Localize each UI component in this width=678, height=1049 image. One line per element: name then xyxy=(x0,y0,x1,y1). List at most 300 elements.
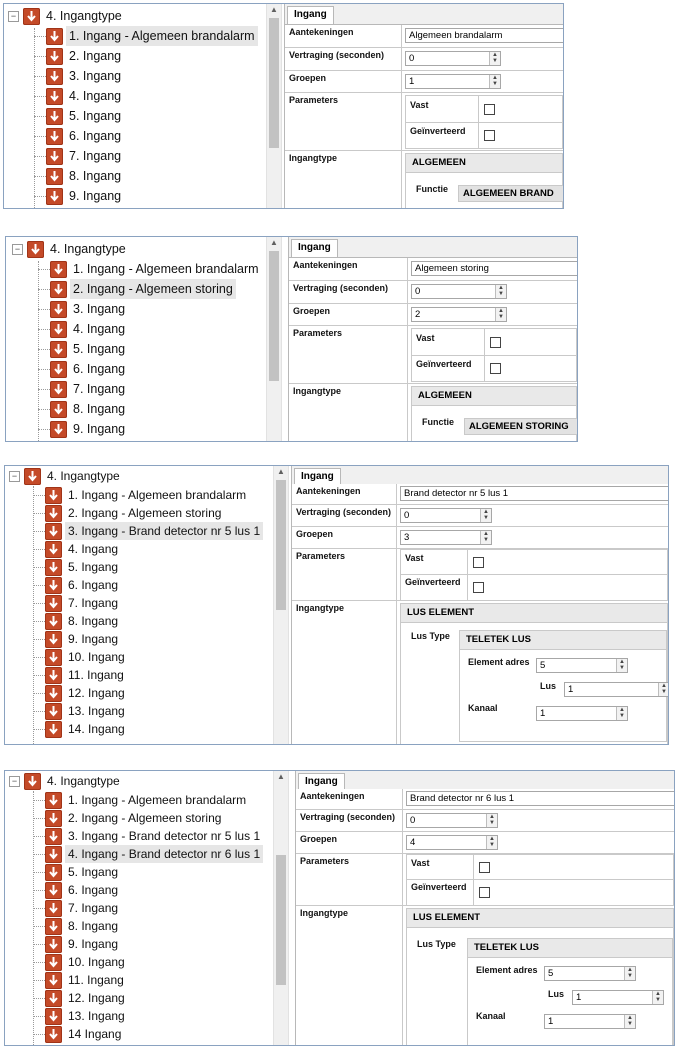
groepen-stepper[interactable] xyxy=(406,835,498,850)
tree-item[interactable] xyxy=(33,576,121,594)
input-type-icon xyxy=(27,241,44,258)
groepen-value: 2 xyxy=(415,309,421,320)
row-aantekeningen xyxy=(296,789,674,810)
tree-item[interactable] xyxy=(38,359,128,379)
tree-item-label: 5. Ingang xyxy=(68,865,119,879)
tree-item[interactable] xyxy=(33,702,128,720)
input-icon xyxy=(45,541,62,558)
tree-item-label: 10. Ingang xyxy=(68,650,125,664)
tree-item-label: 7. Ingang xyxy=(69,149,122,163)
tree-item-label: 10. Ingang xyxy=(68,955,125,969)
tree-item[interactable] xyxy=(33,594,121,612)
input-icon xyxy=(45,972,62,989)
vast-checkbox[interactable] xyxy=(484,104,495,115)
tree-item-label: 2. Ingang - Algemeen storing xyxy=(70,279,236,299)
tree-item[interactable] xyxy=(33,917,121,935)
ingangtype-group xyxy=(406,908,674,1045)
ingangtype-header: LUS ELEMENT xyxy=(401,604,667,623)
spin-arrows-icon[interactable]: ▲ ▼ xyxy=(486,814,497,827)
tree-item-label: 8. Ingang xyxy=(73,402,126,416)
screenshot-panel-1 xyxy=(3,3,564,209)
property-grid xyxy=(295,771,674,1045)
vast-checkbox[interactable] xyxy=(490,337,501,348)
tree-scrollbar[interactable] xyxy=(266,4,282,208)
input-icon xyxy=(45,918,62,935)
input-icon xyxy=(50,341,67,358)
geinverteerd-checkbox[interactable] xyxy=(490,363,501,374)
input-icon xyxy=(45,631,62,648)
input-icon xyxy=(46,108,63,125)
spin-arrows-icon[interactable]: ▲ ▼ xyxy=(652,991,663,1004)
tree-item[interactable] xyxy=(38,319,128,339)
vertraging-label: Vertraging (seconden) xyxy=(289,50,385,60)
tree-item-label: 8. Ingang xyxy=(68,614,119,628)
row-vertraging xyxy=(296,810,674,832)
tree-scrollbar[interactable] xyxy=(273,466,289,744)
tree-item-label: 3. Ingang - Brand detector nr 5 lus 1 xyxy=(65,522,263,540)
tree-item-label: 1. Ingang - Algemeen brandalarm xyxy=(68,793,247,807)
screenshot-panel-2 xyxy=(5,236,578,442)
input-icon xyxy=(50,361,67,378)
groepen-label: Groepen xyxy=(293,306,331,316)
row-aantekeningen xyxy=(289,258,577,281)
spin-arrows-icon[interactable]: ▲ ▼ xyxy=(489,75,500,88)
row-ingangtype xyxy=(289,384,577,441)
input-icon xyxy=(50,321,67,338)
input-icon xyxy=(46,168,63,185)
tree-item-label: 9. Ingang xyxy=(73,422,126,436)
kanaal-label: Kanaal xyxy=(476,1011,506,1021)
tree-item-label: 8. Ingang xyxy=(68,919,119,933)
tree-item[interactable] xyxy=(34,146,124,166)
parameters-label: Parameters xyxy=(296,551,346,561)
row-aantekeningen xyxy=(292,484,668,505)
tree-item[interactable] xyxy=(38,379,128,399)
parameters-label: Parameters xyxy=(300,856,350,866)
input-icon xyxy=(45,936,62,953)
input-icon xyxy=(45,505,62,522)
tree-item-label: 4. Ingang xyxy=(69,89,122,103)
geinverteerd-checkbox[interactable] xyxy=(479,887,490,898)
tree-item[interactable] xyxy=(38,259,262,279)
scroll-up-icon[interactable]: ▲ xyxy=(277,467,285,476)
input-icon xyxy=(45,810,62,827)
kanaal-value: 1 xyxy=(548,1016,554,1027)
input-icon xyxy=(45,577,62,594)
groepen-label: Groepen xyxy=(296,529,334,539)
input-icon xyxy=(45,954,62,971)
row-vertraging xyxy=(285,48,563,71)
tree-item[interactable] xyxy=(33,648,128,666)
input-type-icon xyxy=(23,8,40,25)
collapse-icon[interactable]: − xyxy=(8,11,19,22)
tree-scrollbar[interactable] xyxy=(266,237,282,441)
input-icon xyxy=(45,559,62,576)
input-icon xyxy=(50,401,67,418)
row-parameters xyxy=(296,854,674,906)
scrollbar-thumb[interactable] xyxy=(269,18,279,148)
tree-item-label: 5. Ingang xyxy=(73,342,126,356)
tree-item[interactable] xyxy=(33,630,121,648)
groepen-value: 3 xyxy=(404,532,410,543)
input-icon xyxy=(45,990,62,1007)
tree-item[interactable] xyxy=(34,126,124,146)
tree-item[interactable] xyxy=(33,989,128,1007)
input-icon xyxy=(45,667,62,684)
input-icon xyxy=(45,595,62,612)
scrollbar-thumb[interactable] xyxy=(276,480,286,610)
tree-item[interactable] xyxy=(33,666,127,684)
lus-stepper[interactable] xyxy=(564,682,668,697)
tree-item-label: 5. Ingang xyxy=(68,560,119,574)
tab-strip xyxy=(285,4,563,25)
tree-view[interactable] xyxy=(5,771,273,1045)
kanaal-stepper[interactable] xyxy=(536,706,628,721)
input-icon xyxy=(46,28,63,45)
kanaal-label: Kanaal xyxy=(468,703,498,713)
vertraging-stepper[interactable] xyxy=(406,813,498,828)
tree-item[interactable] xyxy=(33,720,128,738)
tree-item-label: 1. Ingang - Algemeen brandalarm xyxy=(73,262,259,276)
tree-item[interactable] xyxy=(33,540,121,558)
aantekeningen-field[interactable]: Brand detector nr 5 lus 1 xyxy=(400,486,668,501)
vast-label: Vast xyxy=(411,858,430,868)
tree-item[interactable] xyxy=(33,881,121,899)
row-parameters xyxy=(285,93,563,151)
functie-value[interactable]: ALGEMEEN STORING xyxy=(464,418,577,435)
row-groepen xyxy=(285,71,563,93)
vertraging-value: 0 xyxy=(410,815,416,826)
tree-item[interactable] xyxy=(33,863,121,881)
tree-item[interactable] xyxy=(38,299,128,319)
input-icon xyxy=(45,487,62,504)
groepen-value: 4 xyxy=(410,837,416,848)
tree-item[interactable] xyxy=(33,1007,128,1025)
tab-ingang[interactable]: Ingang xyxy=(287,6,334,24)
groepen-label: Groepen xyxy=(300,834,338,844)
property-grid xyxy=(288,237,577,441)
spin-arrows-icon[interactable]: ▲ ▼ xyxy=(624,967,635,980)
tree-root[interactable] xyxy=(9,467,123,485)
vertraging-stepper[interactable] xyxy=(400,508,492,523)
scroll-up-icon[interactable]: ▲ xyxy=(270,5,278,14)
groepen-stepper[interactable] xyxy=(411,307,507,322)
kanaal-value: 1 xyxy=(540,708,546,719)
tree-item[interactable] xyxy=(34,86,124,106)
parameters-label: Parameters xyxy=(289,95,339,105)
tree-item[interactable] xyxy=(34,106,124,126)
ingangtype-group xyxy=(411,386,577,441)
row-parameters xyxy=(289,326,577,384)
input-icon xyxy=(45,864,62,881)
input-icon xyxy=(46,128,63,145)
tree-item[interactable] xyxy=(33,684,128,702)
input-icon xyxy=(46,88,63,105)
collapse-icon[interactable]: − xyxy=(9,776,20,787)
vertraging-label: Vertraging (seconden) xyxy=(296,507,392,517)
tree-item[interactable] xyxy=(33,935,121,953)
input-icon xyxy=(45,523,62,540)
geinverteerd-label: Geïnverteerd xyxy=(416,359,472,369)
aantekeningen-field[interactable]: Algemeen brandalarm xyxy=(405,28,563,43)
functie-value[interactable]: ALGEMEEN BRAND xyxy=(458,185,563,202)
tree-item-label: 12. Ingang xyxy=(68,991,125,1005)
row-groepen xyxy=(289,304,577,326)
tree-item[interactable] xyxy=(33,612,121,630)
tab-ingang[interactable]: Ingang xyxy=(298,773,345,791)
parameters-label: Parameters xyxy=(293,328,343,338)
tree-root-label: 4. Ingangtype xyxy=(47,774,120,788)
tree-item-label: 5. Ingang xyxy=(69,109,122,123)
input-type-icon xyxy=(24,468,41,485)
tree-item[interactable] xyxy=(34,26,258,46)
tree-item-label: 12. Ingang xyxy=(68,686,125,700)
tree-item-label: 7. Ingang xyxy=(68,596,119,610)
parameters-group xyxy=(405,95,563,149)
spin-arrows-icon[interactable]: ▲ ▼ xyxy=(489,52,500,65)
tree-item-label: 11. Ingang xyxy=(68,668,124,682)
tree-view[interactable] xyxy=(6,237,268,441)
ingangtype-header: ALGEMEEN xyxy=(406,154,562,173)
vertraging-value: 0 xyxy=(409,53,415,64)
tree-item[interactable] xyxy=(34,46,124,66)
input-icon xyxy=(45,649,62,666)
row-ingangtype xyxy=(296,906,674,1045)
input-icon xyxy=(46,68,63,85)
input-icon xyxy=(45,1026,62,1043)
lus-type-group xyxy=(467,938,673,1045)
tree-item-label: 9. Ingang xyxy=(69,189,122,203)
tree-item[interactable] xyxy=(33,953,128,971)
spin-arrows-icon[interactable]: ▲ ▼ xyxy=(624,1015,635,1028)
vertraging-value: 0 xyxy=(415,286,421,297)
tree-root[interactable] xyxy=(12,239,129,259)
tree-item-label: 2. Ingang xyxy=(69,49,122,63)
vast-label: Vast xyxy=(410,100,429,110)
tree-item-label: 6. Ingang xyxy=(69,129,122,143)
spin-arrows-icon[interactable]: ▲ ▼ xyxy=(495,308,506,321)
element-adres-stepper[interactable] xyxy=(536,658,628,673)
tree-item[interactable] xyxy=(33,791,249,809)
ingangtype-label: Ingangtype xyxy=(300,908,349,918)
geinverteerd-checkbox[interactable] xyxy=(484,130,495,141)
tree-item[interactable] xyxy=(38,339,128,359)
aantekeningen-field[interactable]: Brand detector nr 6 lus 1 xyxy=(406,791,674,806)
tree-item[interactable] xyxy=(34,66,124,86)
input-icon xyxy=(45,846,62,863)
element-adres-label: Element adres xyxy=(476,965,538,975)
lus-type-label: Lus Type xyxy=(417,939,456,949)
ingangtype-header: ALGEMEEN xyxy=(412,387,576,406)
tree-item-label: 1. Ingang - Algemeen brandalarm xyxy=(66,26,258,46)
tree-item-label: 7. Ingang xyxy=(73,382,126,396)
input-icon xyxy=(45,685,62,702)
tree-item[interactable] xyxy=(33,827,263,845)
scroll-up-icon[interactable]: ▲ xyxy=(277,772,285,781)
tree-item[interactable] xyxy=(33,522,263,540)
geinverteerd-label: Geïnverteerd xyxy=(410,126,466,136)
input-icon xyxy=(50,261,67,278)
property-grid xyxy=(284,4,563,208)
tree-view[interactable] xyxy=(5,466,273,744)
row-vertraging xyxy=(292,505,668,527)
lus-label: Lus xyxy=(548,989,565,999)
lus-type-header: TELETEK LUS xyxy=(460,631,666,650)
vertraging-stepper[interactable] xyxy=(411,284,507,299)
input-icon xyxy=(45,900,62,917)
geinverteerd-label: Geïnverteerd xyxy=(411,882,467,892)
tree-root-label: 4. Ingangtype xyxy=(47,469,120,483)
property-grid xyxy=(291,466,668,744)
tree-item-label: 3. Ingang xyxy=(73,302,126,316)
aantekeningen-field[interactable]: Algemeen storing xyxy=(411,261,577,276)
row-vertraging xyxy=(289,281,577,304)
screenshot-panel-3 xyxy=(4,465,669,745)
vast-checkbox[interactable] xyxy=(479,862,490,873)
tree-item-label: 6. Ingang xyxy=(68,883,119,897)
input-icon xyxy=(50,381,67,398)
tree-item-label: 4. Ingang - Brand detector nr 6 lus 1 xyxy=(65,845,263,863)
element-adres-stepper[interactable] xyxy=(544,966,636,981)
groepen-stepper[interactable] xyxy=(405,74,501,89)
element-adres-value: 5 xyxy=(548,968,554,979)
tree-item[interactable] xyxy=(33,486,249,504)
vertraging-label: Vertraging (seconden) xyxy=(300,812,396,822)
tree-item-label: 2. Ingang - Algemeen storing xyxy=(68,811,222,825)
vast-label: Vast xyxy=(416,333,435,343)
tree-item-label: 8. Ingang xyxy=(69,169,122,183)
tree-item-label: 9. Ingang xyxy=(68,632,119,646)
tree-item[interactable] xyxy=(33,504,224,522)
tree-item-label: 14. Ingang xyxy=(68,722,125,736)
tab-strip xyxy=(289,237,577,258)
tree-item[interactable] xyxy=(33,971,127,989)
tree-item[interactable] xyxy=(38,399,128,419)
input-icon xyxy=(50,421,67,438)
vertraging-label: Vertraging (seconden) xyxy=(293,283,389,293)
tree-root-label: 4. Ingangtype xyxy=(46,9,122,23)
aantekeningen-label: Aantekeningen xyxy=(289,27,354,37)
tab-ingang[interactable]: Ingang xyxy=(294,468,341,486)
vertraging-stepper[interactable] xyxy=(405,51,501,66)
aantekeningen-label: Aantekeningen xyxy=(296,486,361,496)
input-icon xyxy=(46,148,63,165)
tree-item-label: 3. Ingang xyxy=(69,69,122,83)
element-adres-value: 5 xyxy=(540,660,546,671)
input-icon xyxy=(45,792,62,809)
tree-item[interactable] xyxy=(34,166,124,186)
tab-ingang[interactable]: Ingang xyxy=(291,239,338,257)
geinverteerd-checkbox[interactable] xyxy=(473,582,484,593)
scrollbar-thumb[interactable] xyxy=(269,251,279,381)
input-icon xyxy=(50,281,67,298)
tree-item-label: 13. Ingang xyxy=(68,704,125,718)
lus-type-label: Lus Type xyxy=(411,631,450,641)
scrollbar-thumb[interactable] xyxy=(276,855,286,985)
lus-value: 1 xyxy=(568,684,574,695)
groepen-value: 1 xyxy=(409,76,415,87)
screenshot-panel-4 xyxy=(4,770,675,1046)
tree-item-label: 4. Ingang xyxy=(68,542,119,556)
tree-item-label: 11. Ingang xyxy=(68,973,124,987)
spin-arrows-icon[interactable]: ▲ ▼ xyxy=(616,659,627,672)
tree-root[interactable] xyxy=(8,6,125,26)
tree-item[interactable] xyxy=(33,1025,124,1043)
lus-type-group xyxy=(459,630,667,742)
spin-arrows-icon[interactable]: ▲ ▼ xyxy=(616,707,627,720)
input-icon xyxy=(45,703,62,720)
tree-root-label: 4. Ingangtype xyxy=(50,242,126,256)
groepen-label: Groepen xyxy=(289,73,327,83)
collapse-icon[interactable]: − xyxy=(12,244,23,255)
groepen-stepper[interactable] xyxy=(400,530,492,545)
tree-item-label: 2. Ingang - Algemeen storing xyxy=(68,506,222,520)
tree-item-label: 3. Ingang - Brand detector nr 5 lus 1 xyxy=(68,829,261,843)
input-icon xyxy=(45,828,62,845)
input-icon xyxy=(45,613,62,630)
tree-item-label: 6. Ingang xyxy=(73,362,126,376)
parameters-group xyxy=(400,549,668,601)
input-icon xyxy=(45,882,62,899)
tree-item[interactable] xyxy=(34,186,124,206)
input-icon xyxy=(50,301,67,318)
aantekeningen-label: Aantekeningen xyxy=(293,260,358,270)
input-icon xyxy=(45,1008,62,1025)
tree-item-label: 14 Ingang xyxy=(68,1027,122,1041)
spin-arrows-icon[interactable]: ▲ ▼ xyxy=(480,509,491,522)
tree-item-label: 9. Ingang xyxy=(68,937,119,951)
parameters-group xyxy=(406,854,674,906)
lus-label: Lus xyxy=(540,681,557,691)
spin-arrows-icon[interactable]: ▲ ▼ xyxy=(495,285,506,298)
tree-root[interactable] xyxy=(9,772,123,790)
ingangtype-group xyxy=(400,603,668,744)
tree-scrollbar[interactable] xyxy=(273,771,289,1045)
vast-label: Vast xyxy=(405,553,424,563)
spin-arrows-icon[interactable]: ▲ ▼ xyxy=(480,531,491,544)
tree-item-label: 13. Ingang xyxy=(68,1009,125,1023)
tree-item[interactable] xyxy=(38,419,128,439)
tree-item[interactable] xyxy=(33,899,121,917)
row-aantekeningen xyxy=(285,25,563,48)
geinverteerd-label: Geïnverteerd xyxy=(405,577,461,587)
vast-checkbox[interactable] xyxy=(473,557,484,568)
scroll-up-icon[interactable]: ▲ xyxy=(270,238,278,247)
spin-arrows-icon[interactable]: ▲ ▼ xyxy=(658,683,668,696)
tree-item[interactable] xyxy=(33,845,263,863)
lus-stepper[interactable] xyxy=(572,990,664,1005)
lus-type-header: TELETEK LUS xyxy=(468,939,672,958)
tree-item[interactable] xyxy=(33,809,224,827)
tree-item-label: 1. Ingang - Algemeen brandalarm xyxy=(68,488,247,502)
row-groepen xyxy=(296,832,674,854)
vertraging-value: 0 xyxy=(404,510,410,521)
parameters-group xyxy=(411,328,577,382)
kanaal-stepper[interactable] xyxy=(544,1014,636,1029)
tree-item[interactable] xyxy=(33,558,121,576)
input-icon xyxy=(45,721,62,738)
tree-item[interactable] xyxy=(38,279,236,299)
tree-item-label: 7. Ingang xyxy=(68,901,119,915)
functie-label: Functie xyxy=(416,184,449,194)
spin-arrows-icon[interactable]: ▲ ▼ xyxy=(486,836,497,849)
row-groepen xyxy=(292,527,668,549)
tree-view[interactable] xyxy=(4,4,266,208)
ingangtype-group xyxy=(405,153,563,208)
collapse-icon[interactable]: − xyxy=(9,471,20,482)
row-ingangtype xyxy=(285,151,563,208)
element-adres-label: Element adres xyxy=(468,657,530,667)
